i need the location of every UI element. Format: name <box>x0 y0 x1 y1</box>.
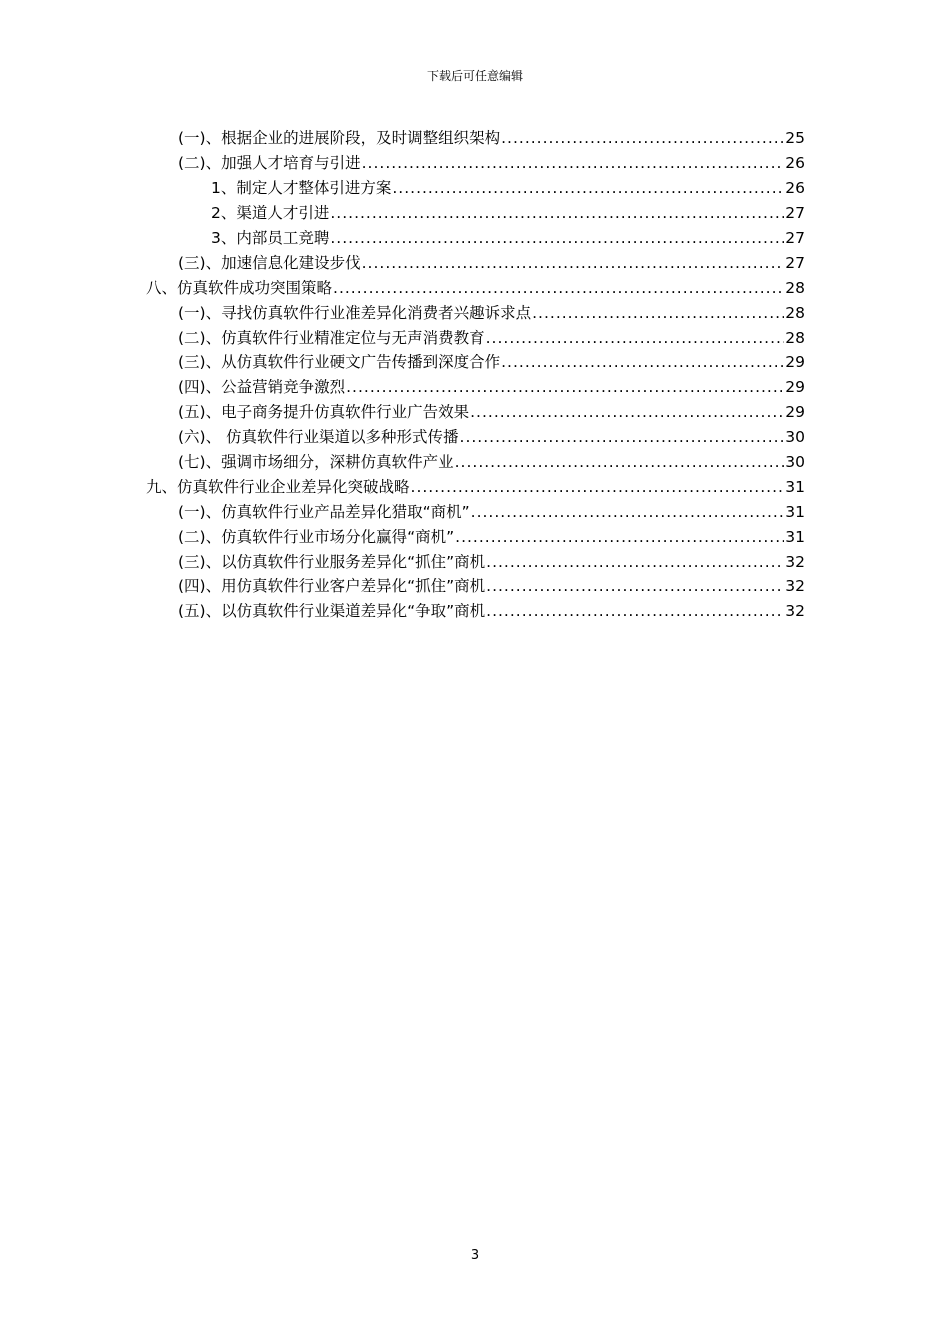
toc-leader-dots <box>486 328 785 348</box>
toc-leader-dots <box>392 178 784 198</box>
toc-entry-title: (四)、用仿真软件行业客户差异化“抓住”商机 <box>178 577 486 596</box>
toc-entry-title: (二)、加强人才培育与引进 <box>178 154 361 173</box>
toc-entry-page: 26 <box>785 154 805 173</box>
toc-entry-title: (二)、仿真软件行业精准定位与无声消费教育 <box>178 328 485 347</box>
toc-entry-page: 29 <box>785 378 805 397</box>
toc-entry-page: 30 <box>785 453 805 472</box>
toc-entry-page: 32 <box>785 602 805 621</box>
toc-entry-page: 26 <box>785 179 805 198</box>
toc-leader-dots <box>346 377 784 397</box>
toc-entry[interactable] <box>0 499 950 524</box>
toc-entry-title: 八、仿真软件成功突围策略 <box>146 278 333 297</box>
toc-entry-page: 31 <box>785 502 805 521</box>
toc-entry-page: 27 <box>785 204 805 223</box>
page-number: 3 <box>470 1248 480 1263</box>
toc-entry[interactable] <box>0 226 950 251</box>
toc-leader-dots <box>501 128 784 148</box>
toc-entry[interactable] <box>0 574 950 599</box>
toc-entry[interactable] <box>0 425 950 450</box>
toc-entry[interactable] <box>0 450 950 475</box>
toc-entry-title: (五)、电子商务提升仿真软件行业广告效果 <box>178 403 470 422</box>
toc-leader-dots <box>486 601 784 621</box>
toc-entry-page: 31 <box>785 527 805 546</box>
toc-leader-dots <box>455 527 784 547</box>
toc-leader-dots <box>486 552 784 572</box>
toc-entry[interactable] <box>0 126 950 151</box>
toc-entry[interactable] <box>0 474 950 499</box>
toc-entry-title: (四)、公益营销竞争激烈 <box>178 378 346 397</box>
toc-entry-page: 28 <box>785 278 805 297</box>
toc-entry-page: 32 <box>785 577 805 596</box>
toc-leader-dots <box>470 402 784 422</box>
toc-leader-dots <box>532 303 784 323</box>
toc-entry-title: (一)、仿真软件行业产品差异化猎取“商机” <box>178 502 470 521</box>
toc-entry-page: 27 <box>785 253 805 272</box>
toc-leader-dots <box>501 352 784 372</box>
toc-entry-title: (五)、以仿真软件行业渠道差异化“争取”商机 <box>178 602 486 621</box>
toc-entry-page: 29 <box>785 353 805 372</box>
toc-entry[interactable] <box>0 201 950 226</box>
toc-entry-page: 28 <box>785 328 805 347</box>
table-of-contents <box>0 126 950 624</box>
toc-entry[interactable] <box>0 325 950 350</box>
toc-entry[interactable] <box>0 151 950 176</box>
toc-leader-dots <box>460 427 785 447</box>
toc-entry-title: 1、制定人才整体引进方案 <box>211 179 392 198</box>
toc-entry[interactable] <box>0 275 950 300</box>
toc-leader-dots <box>362 153 785 173</box>
toc-entry[interactable] <box>0 250 950 275</box>
toc-leader-dots <box>362 253 785 273</box>
toc-entry-title: 九、仿真软件行业企业差异化突破战略 <box>146 477 410 496</box>
toc-entry-page: 28 <box>785 303 805 322</box>
toc-entry-page: 32 <box>785 552 805 571</box>
toc-entry[interactable] <box>0 176 950 201</box>
page-header: 下载后可任意编辑 <box>426 69 523 83</box>
toc-entry[interactable] <box>0 375 950 400</box>
toc-leader-dots <box>471 502 785 522</box>
toc-entry-title: (一)、寻找仿真软件行业准差异化消费者兴趣诉求点 <box>178 303 532 322</box>
toc-leader-dots <box>330 203 784 223</box>
toc-leader-dots <box>455 452 785 472</box>
toc-entry-title: (三)、加速信息化建设步伐 <box>178 253 361 272</box>
toc-entry-title: (六)、 仿真软件行业渠道以多种形式传播 <box>178 428 459 447</box>
toc-entry[interactable] <box>0 549 950 574</box>
toc-entry-page: 27 <box>785 229 805 247</box>
toc-entry-title: (一)、根据企业的进展阶段，及时调整组织架构 <box>178 129 501 148</box>
toc-entry-title: 2、渠道人才引进 <box>211 204 330 223</box>
toc-entry-page: 29 <box>785 403 805 422</box>
toc-entry[interactable] <box>0 300 950 325</box>
toc-entry-title: (七)、强调市场细分，深耕仿真软件产业 <box>178 453 454 472</box>
toc-entry[interactable] <box>0 400 950 425</box>
toc-leader-dots <box>330 228 784 248</box>
toc-leader-dots <box>411 477 785 497</box>
toc-entry[interactable] <box>0 524 950 549</box>
toc-entry[interactable] <box>0 599 950 624</box>
toc-entry-title: (二)、仿真软件行业市场分化赢得“商机” <box>178 527 455 546</box>
toc-leader-dots <box>486 576 784 596</box>
toc-leader-dots <box>333 278 784 298</box>
toc-entry-page: 30 <box>785 428 805 447</box>
toc-entry-page: 31 <box>785 477 805 496</box>
toc-entry-title: 3、内部员工竞聘 <box>211 229 330 247</box>
toc-entry-title: (三)、从仿真软件行业硬文广告传播到深度合作 <box>178 353 501 372</box>
toc-entry-title: (三)、以仿真软件行业服务差异化“抓住”商机 <box>178 552 486 571</box>
toc-entry-page: 25 <box>785 129 805 148</box>
toc-entry[interactable] <box>0 350 950 375</box>
